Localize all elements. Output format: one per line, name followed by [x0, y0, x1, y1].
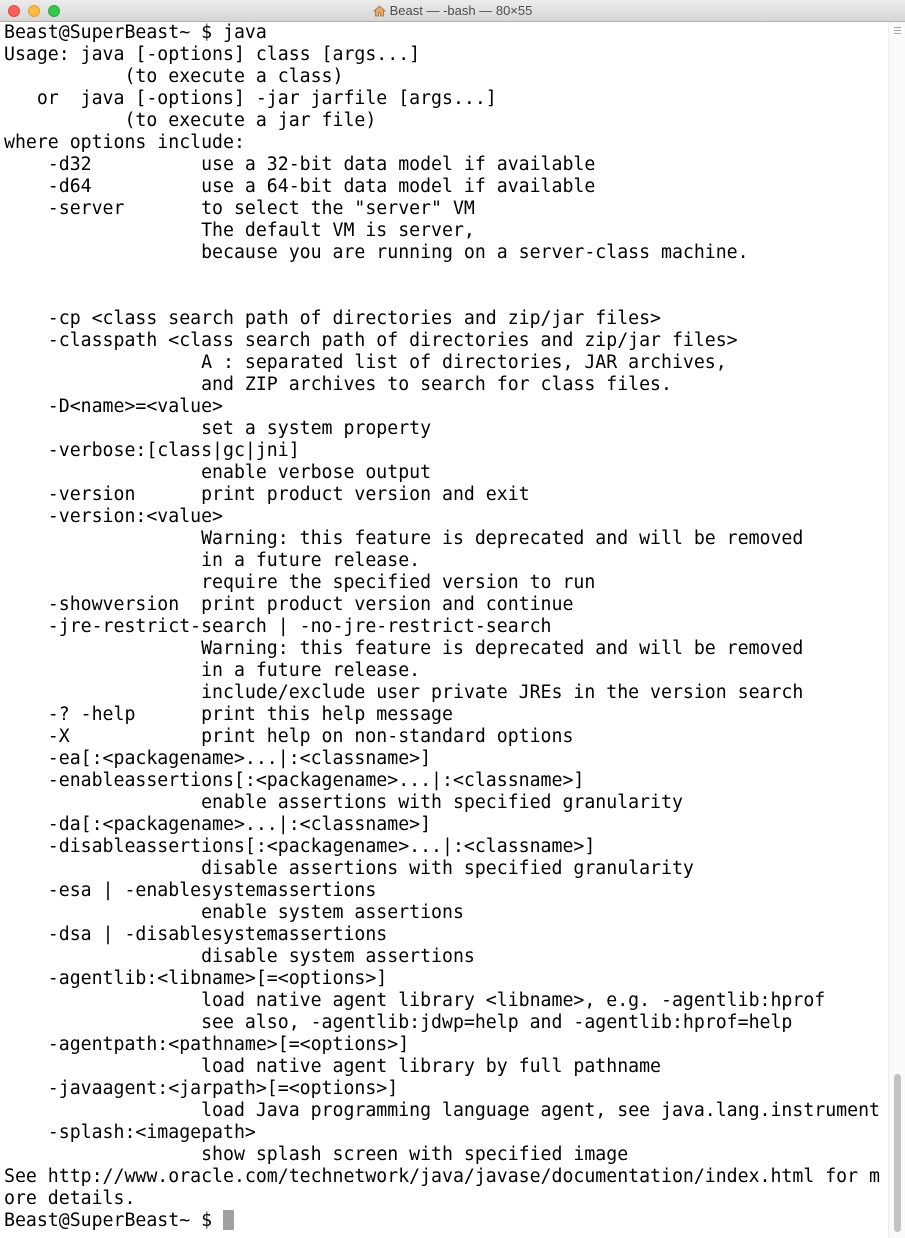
output-line: See http://www.oracle.com/technetwork/java/javase/documentation/index.html for m: [4, 1166, 880, 1187]
output-line: enable system assertions: [4, 902, 464, 923]
prompt-line[interactable]: [4, 1210, 888, 1232]
output-line: [4, 286, 888, 308]
output-line: or java [-options] -jar jarfile [args...]: [4, 88, 497, 109]
output-line: in a future release.: [4, 660, 421, 681]
output-line: set a system property: [4, 418, 432, 439]
output-line: -esa | -enablesystemassertions: [4, 880, 377, 901]
output-line: Warning: this feature is deprecated and will be removed: [4, 528, 804, 549]
output-line: -ea[:<packagename>...|:<classname>]: [4, 748, 432, 769]
output-line: -agentlib:<libname>[=<options>]: [4, 968, 388, 989]
output-line: -disableassertions[:<packagename>...|:<classname>]: [4, 836, 596, 857]
output-line: -server to select the "server" VM: [4, 198, 475, 219]
output-line: -cp <class search path of directories and zip/jar files>: [4, 308, 661, 329]
output-line: -version:<value>: [4, 506, 223, 527]
output-line: A : separated list of directories, JAR archives,: [4, 352, 727, 373]
scroll-marker-icon: [894, 27, 901, 37]
scroll-thumb[interactable]: [894, 1074, 901, 1232]
output-line: -showversion print product version and continue: [4, 594, 574, 615]
output-line: -javaagent:<jarpath>[=<options>]: [4, 1078, 399, 1099]
prompt-text: Beast@SuperBeast~ $: [4, 1210, 223, 1231]
output-line: in a future release.: [4, 550, 421, 571]
output-line: -d32 use a 32-bit data model if available: [4, 154, 596, 175]
output-line: (to execute a class): [4, 66, 344, 87]
output-line: Usage: java [-options] class [args...]: [4, 44, 421, 65]
window-title: Beast — -bash — 80×55: [389, 3, 533, 18]
output-line: include/exclude user private JREs in the version search: [4, 682, 804, 703]
text-cursor: [223, 1210, 234, 1230]
output-line: and ZIP archives to search for class files.: [4, 374, 672, 395]
output-line: because you are running on a server-class machine.: [4, 242, 749, 263]
output-line: -d64 use a 64-bit data model if available: [4, 176, 596, 197]
vertical-scrollbar[interactable]: [888, 22, 905, 1238]
output-line: [4, 264, 888, 286]
output-line: load Java programming language agent, see java.lang.instrument: [4, 1100, 880, 1121]
output-line: -agentpath:<pathname>[=<options>]: [4, 1034, 410, 1055]
output-line: (to execute a jar file): [4, 110, 377, 131]
output-line: -jre-restrict-search | -no-jre-restrict-search: [4, 616, 552, 637]
output-line: -enableassertions[:<packagename>...|:<classname>]: [4, 770, 585, 791]
output-line: -classpath <class search path of directories and zip/jar files>: [4, 330, 738, 351]
output-line: The default VM is server,: [4, 220, 475, 241]
terminal-output[interactable]: [0, 22, 888, 1238]
output-line: ore details.: [4, 1188, 136, 1209]
output-line: Warning: this feature is deprecated and will be removed: [4, 638, 804, 659]
output-line: -splash:<imagepath>: [4, 1122, 256, 1143]
output-line: show splash screen with specified image: [4, 1144, 629, 1165]
output-line: -dsa | -disablesystemassertions: [4, 924, 388, 945]
home-icon: [373, 5, 386, 21]
output-line: -version print product version and exit: [4, 484, 530, 505]
output-line: load native agent library <libname>, e.g. -agentlib:hprof: [4, 990, 826, 1011]
window-title-container: [0, 3, 905, 21]
output-line: require the specified version to run: [4, 572, 596, 593]
title-bar[interactable]: [0, 0, 905, 22]
output-line: -da[:<packagename>...|:<classname>]: [4, 814, 432, 835]
output-line: load native agent library by full pathname: [4, 1056, 661, 1077]
output-line: -X print help on non-standard options: [4, 726, 574, 747]
output-line: enable verbose output: [4, 462, 432, 483]
output-line: -D<name>=<value>: [4, 396, 223, 417]
output-line: see also, -agentlib:jdwp=help and -agentlib:hprof=help: [4, 1012, 793, 1033]
output-line: where options include:: [4, 132, 245, 153]
output-line: enable assertions with specified granularity: [4, 792, 683, 813]
output-line: disable system assertions: [4, 946, 475, 967]
output-line: disable assertions with specified granularity: [4, 858, 694, 879]
output-line: Beast@SuperBeast~ $ java: [4, 22, 267, 43]
output-line: -verbose:[class|gc|jni]: [4, 440, 300, 461]
output-line: -? -help print this help message: [4, 704, 453, 725]
